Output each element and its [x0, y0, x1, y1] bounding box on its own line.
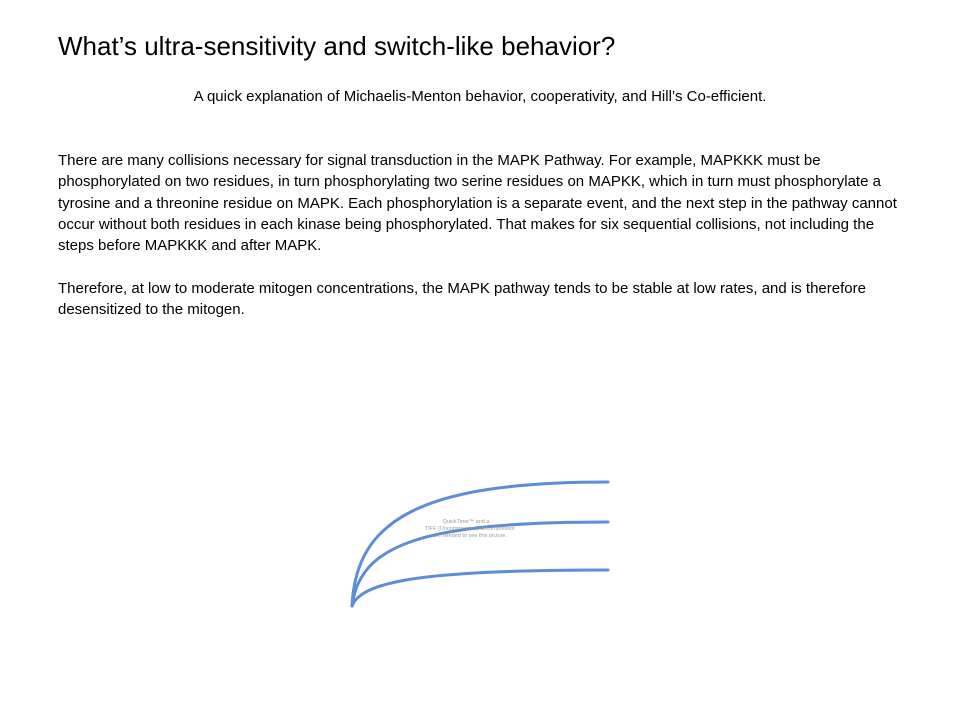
placeholder-line-2: TIFF (Uncompressed) decompressor	[424, 526, 516, 532]
body-paragraph-2: Therefore, at low to moderate mitogen concentrations, the MAPK pathway tends to be stable at low rates, and is therefore desensitized to the mitogen.	[58, 279, 866, 319]
curve-group	[352, 482, 608, 606]
body-paragraph-1: There are many collisions necessary for signal transduction in the MAPK Pathway. For example, MAPKKK must be phosphorylated on two residues, in turn phosphorylating two serine residues on MAPKK, which in turn must phosphorylate a tyrosine and a threonine residue on MAPK. Each phosphorylation is a separate event, and the next step in the pathway cannot occur without both residues in each kinase being phosphorylated. That makes for six sequential collisions, not including the steps before MAPKKK and after MAPK.	[58, 152, 897, 255]
placeholder-line-1: QuickTime™ and a	[442, 519, 490, 525]
slide-title: What’s ultra-sensitivity and switch-like behavior?	[58, 31, 616, 61]
placeholder-line-3: are needed to see this picture.	[433, 533, 507, 539]
curve-low	[352, 570, 608, 606]
body-text	[58, 150, 898, 320]
slide-subtitle: A quick explanation of Michaelis-Menton behavior, cooperativity, and Hill’s Co-efficient.	[193, 88, 767, 105]
saturation-curves-graphic	[340, 470, 620, 620]
picture-placeholder-text	[425, 519, 515, 539]
curve-high	[352, 482, 608, 606]
